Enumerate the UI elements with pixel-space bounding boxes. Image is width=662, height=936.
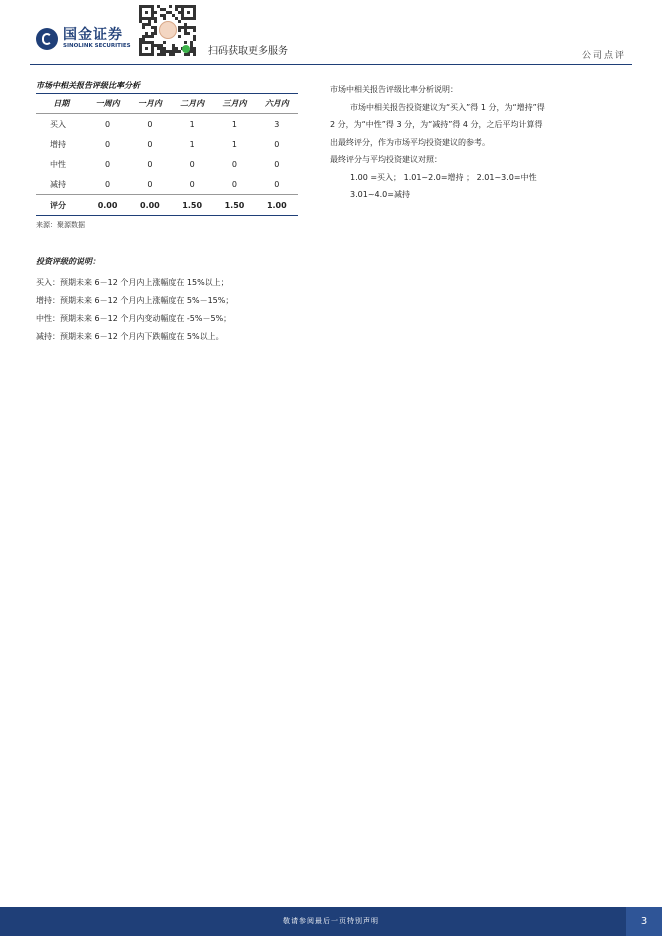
- qr-module: [151, 50, 154, 53]
- qr-module: [142, 23, 145, 26]
- qr-module: [145, 11, 148, 14]
- qr-module: [154, 29, 157, 32]
- company-logo: [36, 28, 131, 50]
- qr-module: [151, 14, 154, 17]
- qr-module: [187, 26, 190, 29]
- qr-module: [184, 26, 187, 29]
- row-label: 增持: [50, 139, 66, 149]
- qr-module: [145, 17, 148, 20]
- qr-module: [178, 20, 181, 23]
- table-cell: 0: [231, 179, 238, 189]
- qr-module: [157, 47, 160, 50]
- qr-module: [160, 53, 163, 56]
- qr-module: [142, 53, 145, 56]
- page-number: 3: [626, 907, 662, 936]
- qr-module: [154, 20, 157, 23]
- rating-explanation: [330, 81, 630, 204]
- qr-module: [169, 5, 172, 8]
- qr-module: [187, 5, 190, 8]
- qr-module: [139, 17, 142, 20]
- table-cell: 0: [274, 159, 280, 169]
- qr-module: [184, 29, 187, 32]
- qr-module: [148, 35, 151, 38]
- qr-module: [181, 26, 184, 29]
- qr-module: [151, 53, 154, 56]
- table-cell: 1: [189, 139, 195, 149]
- qr-module: [187, 32, 190, 35]
- qr-module: [145, 5, 148, 8]
- qr-module: [142, 35, 145, 38]
- qr-module: [145, 53, 148, 56]
- qr-module: [190, 26, 193, 29]
- qr-module: [187, 17, 190, 20]
- qr-module: [172, 50, 175, 53]
- qr-module: [175, 47, 178, 50]
- table-cell: 1: [231, 119, 238, 129]
- qr-module: [193, 35, 196, 38]
- qr-module: [184, 41, 187, 44]
- table-cell: 0: [147, 159, 153, 169]
- row-label: 评分: [36, 195, 86, 216]
- table-cell: 0: [147, 139, 153, 149]
- qr-module: [139, 53, 142, 56]
- qr-module: [142, 41, 145, 44]
- qr-module: [160, 8, 163, 11]
- qr-module: [157, 53, 160, 56]
- table-cell: 0: [147, 179, 153, 189]
- mapping-text: 1.00 =买入； 1.01~2.0=增持 ； 2.01~3.0=中性: [350, 172, 537, 182]
- table-row: [36, 174, 298, 195]
- logo-icon: [36, 28, 58, 50]
- wechat-badge-icon: [182, 45, 190, 53]
- qr-module: [148, 41, 151, 44]
- qr-module: [193, 50, 196, 53]
- column-header: 二月内: [171, 94, 213, 114]
- footer-disclaimer: 敬请参阅最后一页特别声明: [283, 917, 379, 925]
- qr-module: [190, 47, 193, 50]
- table-cell: 0: [105, 119, 111, 129]
- page-footer: [0, 907, 662, 936]
- qr-module: [145, 23, 148, 26]
- row-label: 中性: [50, 159, 66, 169]
- qr-module: [148, 17, 151, 20]
- qr-module: [157, 44, 160, 47]
- explanation-text: 市场中相关报告投资建议为“买入”得 1 分，为“增持”得: [350, 102, 545, 112]
- qr-module: [145, 32, 148, 35]
- qr-module: [175, 8, 178, 11]
- qr-module: [151, 41, 154, 44]
- mapping-title: 最终评分与平均投资建议对照：: [330, 155, 442, 164]
- qr-module: [187, 53, 190, 56]
- qr-module: [142, 26, 145, 29]
- page-header: [0, 0, 662, 64]
- qr-module: [163, 14, 166, 17]
- qr-module: [160, 50, 163, 53]
- header-divider: [30, 64, 632, 65]
- qr-module: [181, 14, 184, 17]
- qr-module: [178, 5, 181, 8]
- qr-module: [154, 32, 157, 35]
- qr-module: [181, 8, 184, 11]
- table-cell: 0: [105, 159, 111, 169]
- column-header: 一月内: [129, 94, 171, 114]
- table-cell: 3: [274, 119, 280, 129]
- qr-module: [193, 8, 196, 11]
- qr-module: [151, 17, 154, 20]
- column-header: 日期: [36, 94, 86, 114]
- qr-module: [154, 44, 157, 47]
- mapping-text: 3.01~4.0=减持: [350, 190, 410, 199]
- qr-module: [148, 23, 151, 26]
- qr-module: [175, 50, 178, 53]
- qr-module: [160, 14, 163, 17]
- qr-module: [184, 17, 187, 20]
- rating-definition: 增持：预期未来 6－12 个月内上涨幅度在 5%－15%；: [36, 296, 234, 305]
- qr-module: [139, 11, 142, 14]
- rating-definition: 中性：预期未来 6－12 个月内变动幅度在 -5%－5%；: [36, 314, 232, 323]
- qr-module: [184, 5, 187, 8]
- table-cell: 0: [105, 139, 111, 149]
- table-cell: 1.50: [171, 195, 213, 216]
- qr-module: [142, 38, 145, 41]
- qr-module: [148, 20, 151, 23]
- qr-module: [139, 47, 142, 50]
- qr-module: [169, 11, 172, 14]
- rating-ratio-table: [36, 94, 298, 216]
- explanation-text: 2 分，为“中性”得 3 分，为“减持”得 4 分，之后平均计算得: [330, 120, 543, 129]
- qr-module: [190, 5, 193, 8]
- qr-module: [178, 29, 181, 32]
- qr-module: [145, 35, 148, 38]
- table-cell: 0: [189, 179, 195, 189]
- qr-module: [139, 38, 142, 41]
- qr-module: [142, 17, 145, 20]
- qr-module: [139, 50, 142, 53]
- qr-module: [181, 11, 184, 14]
- qr-module: [151, 26, 154, 29]
- table-row: [36, 114, 298, 135]
- table-row: [36, 154, 298, 174]
- qr-module: [163, 47, 166, 50]
- qr-module: [166, 11, 169, 14]
- qr-module: [193, 53, 196, 56]
- qr-module: [151, 35, 154, 38]
- qr-module: [178, 35, 181, 38]
- qr-module: [139, 44, 142, 47]
- qr-module: [169, 53, 172, 56]
- table-cell: 1.50: [213, 195, 255, 216]
- qr-module: [193, 14, 196, 17]
- qr-module: [190, 41, 193, 44]
- table-cell: 0: [274, 139, 280, 149]
- qr-code-icon[interactable]: [138, 4, 196, 56]
- qr-module: [139, 41, 142, 44]
- qr-module: [175, 17, 178, 20]
- row-label: 减持: [50, 179, 66, 189]
- table-cell: 0: [147, 119, 153, 129]
- qr-module: [151, 47, 154, 50]
- table-title: 市场中相关报告评级比率分析: [36, 80, 298, 94]
- column-header: 三月内: [213, 94, 255, 114]
- qr-module: [193, 5, 196, 8]
- qr-module: [145, 41, 148, 44]
- qr-module: [172, 47, 175, 50]
- qr-module: [169, 50, 172, 53]
- qr-module: [163, 17, 166, 20]
- qr-module: [139, 8, 142, 11]
- qr-module: [154, 17, 157, 20]
- qr-module: [148, 53, 151, 56]
- qr-module: [139, 20, 142, 23]
- qr-module: [157, 5, 160, 8]
- qr-module: [148, 5, 151, 8]
- table-cell: 0: [231, 159, 238, 169]
- qr-module: [172, 14, 175, 17]
- qr-module: [193, 17, 196, 20]
- qr-module: [151, 5, 154, 8]
- table-header-row: [36, 94, 298, 114]
- qr-module: [184, 23, 187, 26]
- table-cell: 1.00: [256, 195, 298, 216]
- table-cell: 0: [189, 159, 195, 169]
- rating-definitions: [36, 256, 336, 346]
- logo-cn-text: 国金证券: [63, 27, 123, 43]
- table-cell: 0: [274, 179, 280, 189]
- rating-definition: 买入：预期未来 6－12 个月内上涨幅度在 15%以上；: [36, 278, 229, 287]
- qr-module: [151, 44, 154, 47]
- qr-module: [160, 47, 163, 50]
- document-type: 公司点评: [581, 51, 626, 61]
- qr-module: [193, 29, 196, 32]
- table-source: 来源：聚源数据: [36, 221, 85, 229]
- table-row: [36, 134, 298, 154]
- qr-center-logo-icon: [159, 21, 177, 39]
- table-cell: 0: [105, 179, 111, 189]
- column-header: 六月内: [256, 94, 298, 114]
- table-cell: 0.00: [129, 195, 171, 216]
- qr-module: [163, 8, 166, 11]
- qr-module: [139, 14, 142, 17]
- qr-module: [193, 11, 196, 14]
- qr-module: [172, 44, 175, 47]
- qr-module: [139, 5, 142, 8]
- rating-title: 投资评级的说明：: [36, 257, 100, 266]
- qr-module: [193, 38, 196, 41]
- score-row: [36, 195, 298, 216]
- table-cell: 0.00: [86, 195, 128, 216]
- qr-module: [184, 32, 187, 35]
- logo-en-text: SINOLINK SECURITIES: [63, 43, 131, 49]
- qr-module: [154, 11, 157, 14]
- qr-module: [181, 17, 184, 20]
- qr-module: [178, 50, 181, 53]
- qr-module: [193, 26, 196, 29]
- qr-module: [154, 26, 157, 29]
- table-cell: 1: [231, 139, 238, 149]
- qr-module: [151, 8, 154, 11]
- explanation-text: 出最终评分，作为市场平均投资建议的参考。: [330, 137, 490, 147]
- qr-module: [163, 53, 166, 56]
- qr-module: [163, 50, 166, 53]
- qr-module: [190, 17, 193, 20]
- table-cell: 1: [189, 119, 195, 129]
- qr-module: [190, 44, 193, 47]
- qr-module: [193, 47, 196, 50]
- rating-ratio-section: [36, 80, 298, 230]
- qr-module: [163, 41, 166, 44]
- qr-module: [181, 5, 184, 8]
- qr-module: [151, 11, 154, 14]
- qr-module: [172, 53, 175, 56]
- explanation-title: 市场中相关报告评级比率分析说明：: [330, 85, 458, 94]
- qr-module: [142, 5, 145, 8]
- scan-prompt: 扫码获取更多服务: [208, 46, 288, 57]
- qr-module: [151, 32, 154, 35]
- qr-module: [160, 44, 163, 47]
- qr-module: [178, 26, 181, 29]
- qr-module: [178, 11, 181, 14]
- qr-module: [175, 5, 178, 8]
- rating-definition: 减持：预期未来 6－12 个月内下跌幅度在 5%以上。: [36, 332, 224, 341]
- column-header: 一周内: [86, 94, 128, 114]
- qr-module: [184, 53, 187, 56]
- qr-module: [187, 11, 190, 14]
- row-label: 买入: [50, 119, 66, 129]
- qr-module: [190, 50, 193, 53]
- qr-module: [145, 47, 148, 50]
- qr-module: [166, 50, 169, 53]
